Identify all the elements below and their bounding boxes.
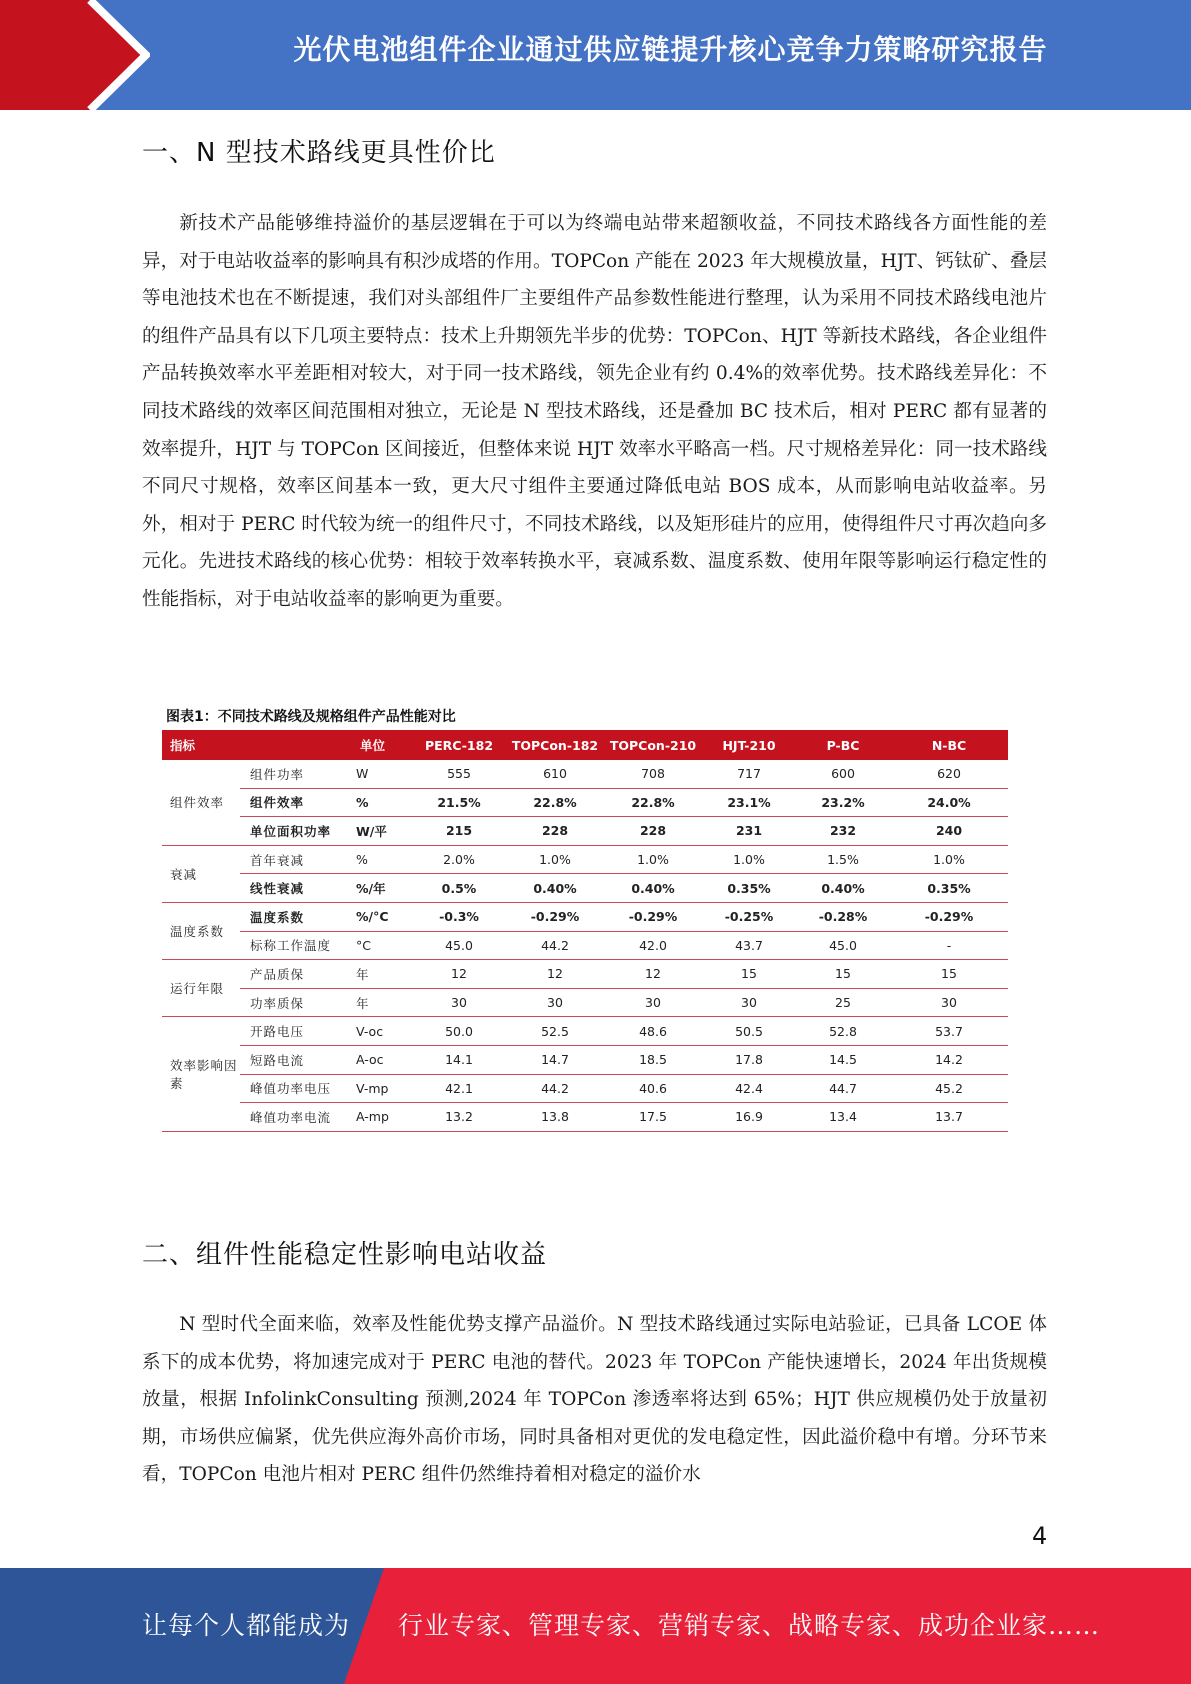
group-label: 衰减 bbox=[162, 845, 240, 902]
table-row bbox=[162, 874, 1008, 903]
table-row bbox=[162, 760, 1008, 788]
value-cell: 620 bbox=[890, 760, 1008, 788]
value-cell: 1.5% bbox=[796, 845, 890, 874]
value-cell: 21.5% bbox=[412, 788, 506, 817]
table-row bbox=[162, 845, 1008, 874]
value-cell: 24.0% bbox=[890, 788, 1008, 817]
value-cell: 0.35% bbox=[702, 874, 796, 903]
value-cell: 232 bbox=[796, 817, 890, 846]
value-cell: 43.7 bbox=[702, 931, 796, 960]
table-header-cell: 单位 bbox=[352, 730, 412, 760]
value-cell: 13.8 bbox=[506, 1103, 604, 1132]
table-header-cell: TOPCon-182 bbox=[506, 730, 604, 760]
metric-label: 首年衰减 bbox=[240, 845, 352, 874]
value-cell: 1.0% bbox=[702, 845, 796, 874]
metric-label: 峰值功率电压 bbox=[240, 1074, 352, 1103]
table-header-cell: N-BC bbox=[890, 730, 1008, 760]
value-cell: 0.5% bbox=[412, 874, 506, 903]
value-cell: 600 bbox=[796, 760, 890, 788]
table-header-cell: PERC-182 bbox=[412, 730, 506, 760]
value-cell: 12 bbox=[412, 960, 506, 989]
value-cell: 25 bbox=[796, 988, 890, 1017]
table-row bbox=[162, 1045, 1008, 1074]
unit-cell: %/年 bbox=[352, 874, 412, 903]
value-cell: 52.8 bbox=[796, 1017, 890, 1046]
value-cell: - bbox=[890, 931, 1008, 960]
metric-label: 单位面积功率 bbox=[240, 817, 352, 846]
value-cell: 0.40% bbox=[604, 874, 702, 903]
group-label: 温度系数 bbox=[162, 902, 240, 959]
value-cell: 30 bbox=[412, 988, 506, 1017]
table-header-cell bbox=[240, 730, 352, 760]
value-cell: 18.5 bbox=[604, 1045, 702, 1074]
unit-cell: V-mp bbox=[352, 1074, 412, 1103]
value-cell: 240 bbox=[890, 817, 1008, 846]
value-cell: 44.2 bbox=[506, 1074, 604, 1103]
footer-slogan-left: 让每个人都能成为 bbox=[142, 1611, 351, 1640]
value-cell: 1.0% bbox=[604, 845, 702, 874]
report-title: 光伏电池组件企业通过供应链提升核心竞争力策略研究报告 bbox=[293, 33, 1048, 66]
metric-label: 线性衰减 bbox=[240, 874, 352, 903]
table-header-cell: P-BC bbox=[796, 730, 890, 760]
figure-performance-comparison bbox=[152, 698, 1038, 1142]
metric-label: 组件功率 bbox=[240, 760, 352, 788]
value-cell: 45.0 bbox=[412, 931, 506, 960]
value-cell: 0.40% bbox=[506, 874, 604, 903]
unit-cell: % bbox=[352, 788, 412, 817]
metric-label: 开路电压 bbox=[240, 1017, 352, 1046]
value-cell: 53.7 bbox=[890, 1017, 1008, 1046]
group-label: 运行年限 bbox=[162, 960, 240, 1017]
value-cell: 14.7 bbox=[506, 1045, 604, 1074]
red-arrow-decoration bbox=[0, 0, 150, 110]
value-cell: 610 bbox=[506, 760, 604, 788]
value-cell: -0.29% bbox=[506, 902, 604, 931]
section1-paragraph: 新技术产品能够维持溢价的基层逻辑在于可以为终端电站带来超额收益，不同技术路线各方面性能的差异，对于电站收益率的影响具有积沙成塔的作用。TOPCon 产能在 2023 年大规模放量，HJT、钙钛矿、叠层等电池技术也在不断提速，我们对头部组件厂主要组件产品参数性能进行整理，认为采用不同技术路线电池片的组件产品具有以下几项主要特点：技术上升期领先半步的优势：TOPCon、HJT 等新技术路线，各企业组件产品转换效率水平差距相对较大，对于同一技术路线，领先企业有约 0.4%的效率优势。技术路线差异化：不同技术路线的效率区间范围相对独立，无论是 N 型技术路线，还是叠加 BC 技术后，相对 PERC 都有显著的效率提升，HJT 与 TOPCon 区间接近，但整体来说 HJT 效率水平略高一档。尺寸规格差异化：同一技术路线不同尺寸规格，效率区间基本一致，更大尺寸组件主要通过降低电站 BOS 成本，从而影响电站收益率。另外，相对于 PERC 时代较为统一的组件尺寸，不同技术路线，以及矩形硅片的应用，使得组件尺寸再次趋向多元化。先进技术路线的核心优势：相较于效率转换水平，衰减系数、温度系数、使用年限等影响运行稳定性的性能指标，对于电站收益率的影响更为重要。 bbox=[142, 213, 1047, 610]
value-cell: 555 bbox=[412, 760, 506, 788]
value-cell: 15 bbox=[702, 960, 796, 989]
metric-label: 温度系数 bbox=[240, 902, 352, 931]
section-heading-1: 一、N 型技术路线更具性价比 bbox=[142, 138, 496, 168]
group-label: 效率影响因素 bbox=[162, 1017, 240, 1131]
value-cell: 13.2 bbox=[412, 1103, 506, 1132]
value-cell: 42.0 bbox=[604, 931, 702, 960]
value-cell: -0.25% bbox=[702, 902, 796, 931]
metric-label: 标称工作温度 bbox=[240, 931, 352, 960]
value-cell: 12 bbox=[506, 960, 604, 989]
footer-banner bbox=[0, 1568, 1191, 1684]
value-cell: 228 bbox=[506, 817, 604, 846]
value-cell: 231 bbox=[702, 817, 796, 846]
metric-label: 组件效率 bbox=[240, 788, 352, 817]
metric-label: 产品质保 bbox=[240, 960, 352, 989]
unit-cell: A-mp bbox=[352, 1103, 412, 1132]
value-cell: 13.7 bbox=[890, 1103, 1008, 1132]
value-cell: 228 bbox=[604, 817, 702, 846]
metric-label: 峰值功率电流 bbox=[240, 1103, 352, 1132]
group-label: 组件效率 bbox=[162, 760, 240, 845]
value-cell: 14.2 bbox=[890, 1045, 1008, 1074]
value-cell: 1.0% bbox=[890, 845, 1008, 874]
value-cell: 44.2 bbox=[506, 931, 604, 960]
table-row bbox=[162, 1074, 1008, 1103]
table-row bbox=[162, 788, 1008, 817]
header-banner bbox=[0, 0, 1191, 110]
value-cell: 0.35% bbox=[890, 874, 1008, 903]
value-cell: 0.40% bbox=[796, 874, 890, 903]
figure-source-note bbox=[162, 1130, 1008, 1136]
unit-cell: 年 bbox=[352, 960, 412, 989]
table-row bbox=[162, 988, 1008, 1017]
value-cell: 48.6 bbox=[604, 1017, 702, 1046]
value-cell: 44.7 bbox=[796, 1074, 890, 1103]
metric-label: 功率质保 bbox=[240, 988, 352, 1017]
value-cell: -0.29% bbox=[604, 902, 702, 931]
value-cell: 45.2 bbox=[890, 1074, 1008, 1103]
value-cell: 15 bbox=[796, 960, 890, 989]
value-cell: 14.1 bbox=[412, 1045, 506, 1074]
table-header-cell: TOPCon-210 bbox=[604, 730, 702, 760]
value-cell: 30 bbox=[604, 988, 702, 1017]
value-cell: 12 bbox=[604, 960, 702, 989]
unit-cell: V-oc bbox=[352, 1017, 412, 1046]
value-cell: 2.0% bbox=[412, 845, 506, 874]
table-row bbox=[162, 960, 1008, 989]
value-cell: 45.0 bbox=[796, 931, 890, 960]
value-cell: 52.5 bbox=[506, 1017, 604, 1046]
table-header-cell: HJT-210 bbox=[702, 730, 796, 760]
value-cell: -0.29% bbox=[890, 902, 1008, 931]
value-cell: -0.3% bbox=[412, 902, 506, 931]
unit-cell: °C bbox=[352, 931, 412, 960]
value-cell: 30 bbox=[506, 988, 604, 1017]
value-cell: 717 bbox=[702, 760, 796, 788]
table-header-cell: 指标 bbox=[162, 730, 240, 760]
value-cell: -0.28% bbox=[796, 902, 890, 931]
value-cell: 30 bbox=[890, 988, 1008, 1017]
value-cell: 1.0% bbox=[506, 845, 604, 874]
value-cell: 23.1% bbox=[702, 788, 796, 817]
value-cell: 708 bbox=[604, 760, 702, 788]
section-heading-2: 二、组件性能稳定性影响电站收益 bbox=[142, 1240, 548, 1270]
value-cell: 14.5 bbox=[796, 1045, 890, 1074]
value-cell: 40.6 bbox=[604, 1074, 702, 1103]
spec-table bbox=[162, 730, 1008, 1132]
value-cell: 17.5 bbox=[604, 1103, 702, 1132]
value-cell: 13.4 bbox=[796, 1103, 890, 1132]
unit-cell: %/°C bbox=[352, 902, 412, 931]
unit-cell: W bbox=[352, 760, 412, 788]
page-number: 4 bbox=[1032, 1522, 1048, 1550]
value-cell: 50.0 bbox=[412, 1017, 506, 1046]
value-cell: 22.8% bbox=[604, 788, 702, 817]
figure-title: 图表1：不同技术路线及规格组件产品性能对比 bbox=[166, 709, 456, 725]
value-cell: 22.8% bbox=[506, 788, 604, 817]
value-cell: 15 bbox=[890, 960, 1008, 989]
table-row bbox=[162, 1017, 1008, 1046]
section2-paragraph: N 型时代全面来临，效率及性能优势支撑产品溢价。N 型技术路线通过实际电站验证，已具备 LCOE 体系下的成本优势，将加速完成对于 PERC 电池的替代。2023 年 TOPCon 产能快速增长，2024 年出货规模放量，根据 InfolinkConsulting 预测,2024 年 TOPCon 渗透率将达到 65%；HJT 供应规模仍处于放量初期，市场供应偏紧，优先供应海外高价市场，同时具备相对更优的发电稳定性，因此溢价稳中有增。分环节来看，TOPCon 电池片相对 PERC 组件仍然维持着相对稳定的溢价水 bbox=[142, 1314, 1047, 1486]
table-row bbox=[162, 817, 1008, 846]
value-cell: 23.2% bbox=[796, 788, 890, 817]
table-row bbox=[162, 931, 1008, 960]
table-row bbox=[162, 902, 1008, 931]
value-cell: 215 bbox=[412, 817, 506, 846]
value-cell: 30 bbox=[702, 988, 796, 1017]
unit-cell: A-oc bbox=[352, 1045, 412, 1074]
table-row bbox=[162, 1103, 1008, 1132]
value-cell: 17.8 bbox=[702, 1045, 796, 1074]
value-cell: 16.9 bbox=[702, 1103, 796, 1132]
value-cell: 50.5 bbox=[702, 1017, 796, 1046]
unit-cell: W/平 bbox=[352, 817, 412, 846]
table-header-row bbox=[162, 730, 1008, 760]
value-cell: 42.4 bbox=[702, 1074, 796, 1103]
metric-label: 短路电流 bbox=[240, 1045, 352, 1074]
unit-cell: % bbox=[352, 845, 412, 874]
unit-cell: 年 bbox=[352, 988, 412, 1017]
footer-slogan-right: 行业专家、管理专家、营销专家、战略专家、成功企业家…… bbox=[398, 1611, 1101, 1640]
value-cell: 42.1 bbox=[412, 1074, 506, 1103]
